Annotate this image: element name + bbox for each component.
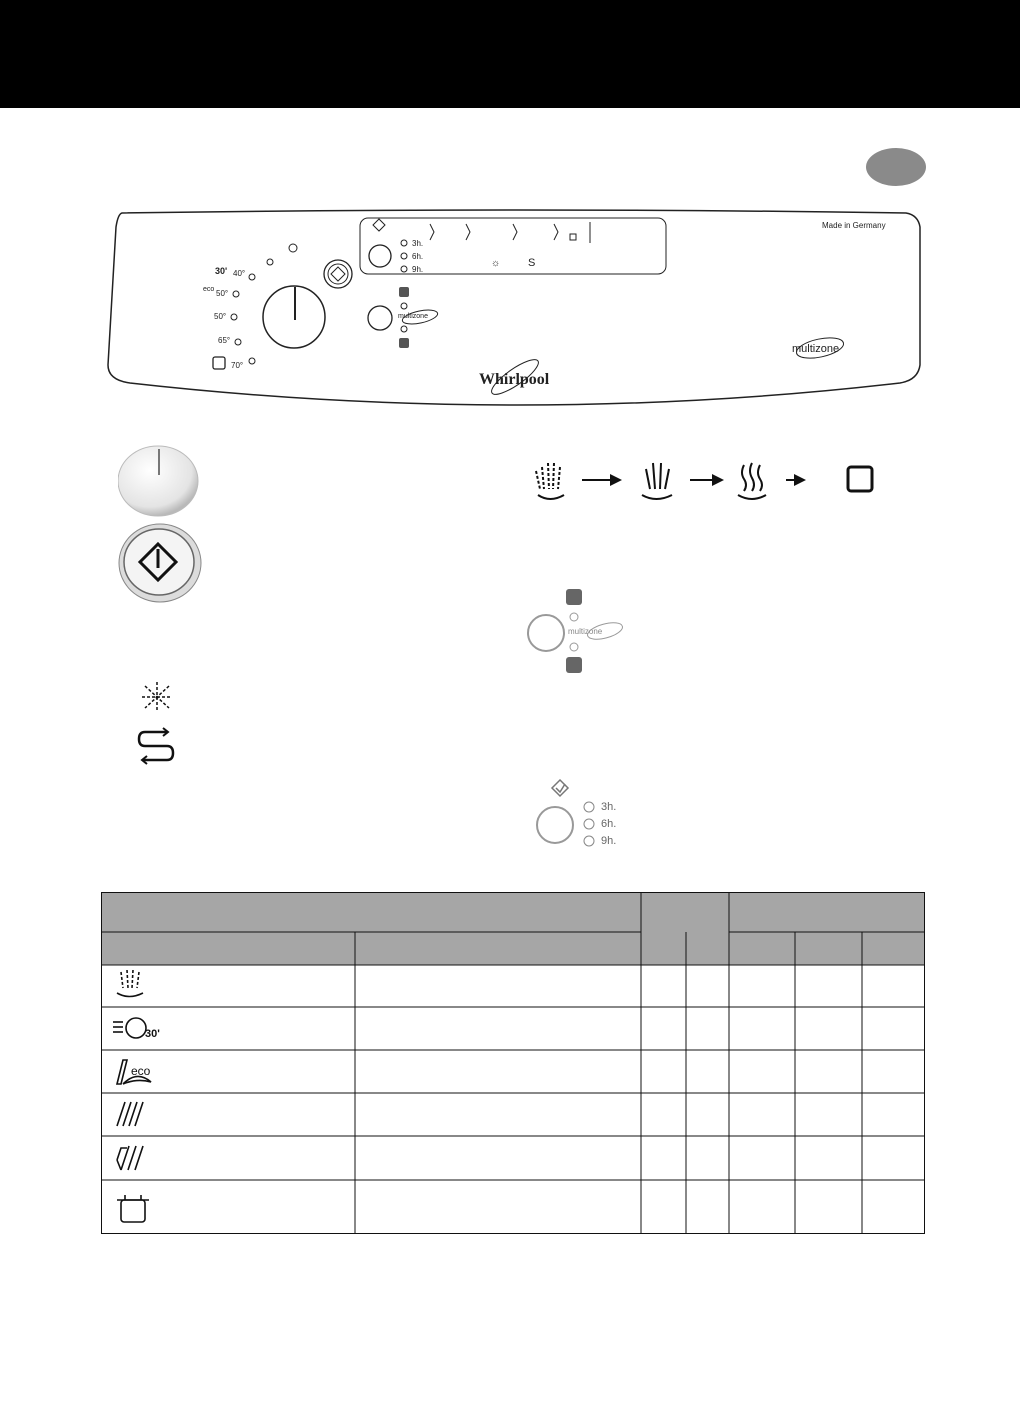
eco-row-label: eco bbox=[131, 1064, 151, 1078]
quick-30-icon bbox=[113, 1018, 146, 1038]
multizone-logo-label: multizone bbox=[792, 343, 840, 355]
delay-3h: 3h. bbox=[601, 801, 617, 813]
header-bar bbox=[0, 0, 1020, 108]
delay-9h: 9h. bbox=[601, 835, 617, 847]
temp-50-eco: 50° bbox=[216, 289, 229, 298]
delay-6h-label: 6h. bbox=[412, 252, 424, 261]
rinse-aid-icon: S bbox=[528, 257, 536, 269]
language-indicator bbox=[866, 148, 926, 186]
multizone-small-label: multizone bbox=[398, 313, 428, 320]
salt-refill-icon bbox=[137, 680, 177, 719]
temp-50: 50° bbox=[214, 312, 227, 321]
salt-icon: ☼ bbox=[491, 258, 501, 269]
control-panel bbox=[100, 205, 930, 420]
intensive-icon bbox=[117, 1146, 143, 1170]
phase-sequence bbox=[530, 455, 890, 510]
temp-70: 70° bbox=[231, 361, 244, 370]
program-knob-icon bbox=[118, 445, 204, 522]
prewash-phase-icon bbox=[536, 463, 564, 499]
dry-phase-icon bbox=[738, 463, 766, 499]
temp-40: 40° bbox=[233, 269, 246, 278]
program-table bbox=[101, 892, 925, 1234]
multizone-control-illustration bbox=[520, 585, 640, 686]
start-button-icon bbox=[118, 523, 204, 610]
multizone-illustration-label: multizone bbox=[568, 627, 603, 636]
delay-6h: 6h. bbox=[601, 818, 617, 830]
eco-label: eco bbox=[203, 286, 215, 293]
quick-30-row-label: 30' bbox=[145, 1028, 160, 1040]
whirlpool-logo: Whirlpool bbox=[479, 371, 550, 388]
prewash-icon bbox=[117, 970, 143, 997]
delay-timer-illustration bbox=[530, 775, 630, 860]
end-phase-icon bbox=[848, 467, 872, 491]
normal-icon bbox=[117, 1102, 143, 1126]
quick-30-label: 30' bbox=[215, 266, 228, 276]
delay-9h-label: 9h. bbox=[412, 265, 424, 274]
temp-65: 65° bbox=[218, 336, 231, 345]
rinse-aid-refill-icon bbox=[137, 727, 177, 770]
made-in-label: Made in Germany bbox=[822, 221, 886, 230]
pot-icon bbox=[117, 1195, 149, 1222]
delay-3h-label: 3h. bbox=[412, 239, 424, 248]
wash-phase-icon bbox=[642, 463, 672, 499]
